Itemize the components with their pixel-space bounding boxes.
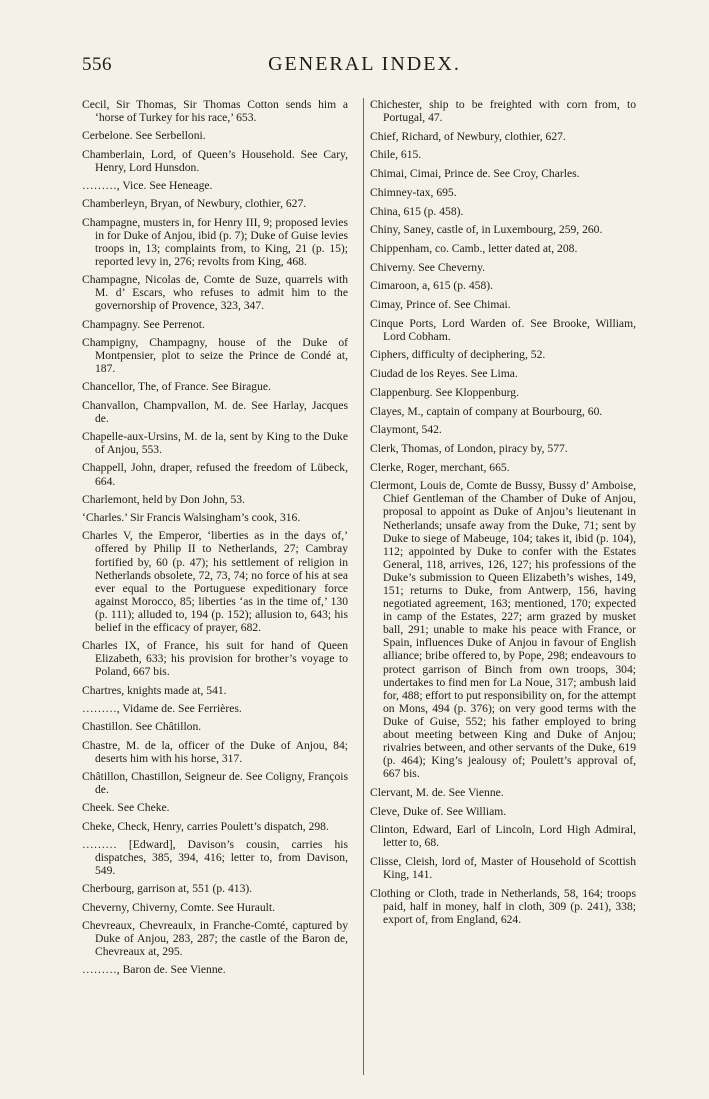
index-entry: Châtillon, Chastillon, Seigneur de. See Coligny, François de. (82, 769, 348, 797)
index-entry: Cimay, Prince of. See Chimai. (370, 297, 511, 311)
index-entry: Clermont, Louis de, Comte de Bussy, Bussy d’ Amboise, Chief Gentleman of the Chamber of Duke of Anjou, proposal to appoint as Duke of Anjou’s lieutenant in Netherlands; unsafe away from the Duke, 71; sent by Duke to siege of Mabeuge, 104; takes it, ibid (p. 104), 112; appointed by Duke to confer with the Estates General, 118, arrives, 126, 127; his professions of the Duke’s submission to Queen Elizabeth’s wishes, 149, 151; returns to Duke, from Antwerp, 156, having negotiated agreement, 163; mentioned, 170; expected in camp of the Estates, 227; arm grazed by musket ball, 291; unable to make his peace with France, or Spain, influences Duke of Anjou in favour of English alliance; bribe offered to, by Pope, 298; endeavours to protect garrison of Binch from own troops, 304; undertakes to find men for La Noue, 317; ambush laid for, 488; effort to put responsibility on, for the attempt on Mons, 494 (p. 376); on very good terms with the Duke of Guise, 552; his father employed to bring about meeting between King and Duke of Anjou; rivalries between, and other servants of the Duke, 619 (p. 464); King’s jealousy of; Poulett’s approval of, 667 bis. (370, 479, 636, 781)
index-entry: Clinton, Edward, Earl of Lincoln, Lord High Admiral, letter to, 68. (370, 823, 636, 850)
index-entry: Cecil, Sir Thomas, Sir Thomas Cotton sends him a ‘horse of Turkey for his race,’ 653. (82, 98, 348, 125)
index-entry: Cheverny, Chiverny, Comte. See Hurault. (82, 900, 275, 914)
index-entry: Cheke, Check, Henry, carries Poulett’s dispatch, 298. (82, 819, 329, 833)
index-entry: ……… [Edward], Davison’s cousin, carries his dispatches, 385, 394, 416; letter to, from Davison, 549. (82, 837, 348, 878)
index-entry: Champagne, Nicolas de, Comte de Suze, quarrels with M. d’ Escars, who refuses to admit him to the governorship of Provence, 323, 347. (82, 273, 348, 313)
index-entry: Chamberlain, Lord, of Queen’s Household. See Cary, Henry, Lord Hunsdon. (82, 147, 348, 174)
index-entry: Chanvallon, Champvallon, M. de. See Harlay, Jacques de. (82, 398, 348, 425)
index-entry: Cleve, Duke of. See William. (370, 804, 507, 818)
index-entry: Chile, 615. (370, 148, 422, 162)
index-entry: Chichester, ship to be freighted with corn from, to Portugal, 47. (370, 98, 636, 125)
index-entry: ………, Baron de. See Vienne. (82, 963, 226, 977)
index-entry: ‘Charles.’ Sir Francis Walsingham’s cook, 316. (82, 511, 301, 525)
index-entry: Chevreaux, Chevreaulx, in Franche-Comté, captured by Duke of Anjou, 283, 287; the castle of the Baron de, Chevreaux at, 295. (82, 918, 348, 959)
index-entry: Cherbourg, garrison at, 551 (p. 413). (82, 882, 253, 896)
index-entry: Chartres, knights made at, 541. (82, 683, 227, 697)
index-entry: Clerk, Thomas, of London, piracy by, 577. (370, 441, 568, 455)
index-entry: ………, Vidame de. See Ferrières. (82, 702, 242, 716)
index-entry: China, 615 (p. 458). (370, 204, 464, 218)
running-title: GENERAL INDEX. (268, 53, 461, 75)
index-entry: Ciphers, difficulty of deciphering, 52. (370, 348, 546, 362)
index-entry: Chiverny. See Cheverny. (370, 260, 486, 274)
index-entry: ………, Vice. See Heneage. (82, 179, 213, 193)
index-entry: Champagny. See Perrenot. (82, 317, 205, 331)
index-entry: Chimai, Cimai, Prince de. See Croy, Charles. (370, 167, 580, 181)
index-entry: Chief, Richard, of Newbury, clothier, 627. (370, 129, 566, 143)
index-entry: Chapelle-aux-Ursins, M. de la, sent by King to the Duke of Anjou, 553. (82, 430, 348, 457)
left-column (82, 98, 348, 982)
index-entry: Champagne, musters in, for Henry III, 9; proposed levies in for Duke of Anjou, ibid (p. 7); Duke of Guise levies troops in, 13; complaints from, to King, 21 (p. 15); reported levy in, 276; revolts from King, 468. (82, 215, 348, 268)
index-entry: Chippenham, co. Camb., letter dated at, 208. (370, 241, 578, 255)
index-entry: Clayes, M., captain of company at Bourbourg, 60. (370, 404, 603, 418)
index-columns (82, 98, 650, 1083)
page-header (82, 50, 647, 84)
index-entry: Cimaroon, a, 615 (p. 458). (370, 279, 494, 293)
index-entry: Clappenburg. See Kloppenburg. (370, 385, 519, 399)
column-divider (363, 98, 364, 1075)
page-number: 556 (82, 54, 112, 75)
index-entry: Chancellor, The, of France. See Birague. (82, 380, 271, 394)
index-entry: Ciudad de los Reyes. See Lima. (370, 367, 518, 381)
index-entry: Chastre, M. de la, officer of the Duke of Anjou, 84; deserts him with his horse, 317. (82, 738, 348, 765)
index-entry: Chastillon. See Châtillon. (82, 720, 202, 734)
index-entry: Chamberleyn, Bryan, of Newbury, clothier, 627. (82, 197, 307, 211)
index-entry: Champigny, Champagny, house of the Duke of Montpensier, plot to seize the Prince de Condé at, 187. (82, 335, 348, 376)
index-entry: Cheek. See Cheke. (82, 801, 170, 815)
index-entry: Charlemont, held by Don John, 53. (82, 492, 245, 506)
right-column (370, 98, 636, 932)
index-entry: Chiny, Saney, castle of, in Luxembourg, 259, 260. (370, 223, 603, 237)
index-entry: Charles V, the Emperor, ‘liberties as in the days of,’ offered by Philip II to Netherlands, 27; Cambray fortified by, 60 (p. 47); his settlement of religion in Netherlands obsolete, 72, 73, 74; no force of his at sea ever equal to the Portuguese expeditionary force against Morocco, 85; liberties ‘as in the time of,’ 130 (p. 111); alluded to, 194 (p. 152); allusion to, 643; his belief in the efficacy of prayer, 682. (82, 529, 348, 634)
index-entry: Clisse, Cleish, lord of, Master of Household of Scottish King, 141. (370, 855, 636, 882)
index-entry: Chimney-tax, 695. (370, 185, 457, 199)
index-entry: Charles IX, of France, his suit for hand of Queen Elizabeth, 633; his provision for brother’s voyage to Poland, 667 bis. (82, 639, 348, 679)
index-entry: Chappell, John, draper, refused the freedom of Lübeck, 664. (82, 461, 348, 488)
index-entry: Clothing or Cloth, trade in Netherlands, 58, 164; troops paid, half in money, half in cloth, 309 (p. 241), 338; export of, from England, 624. (370, 886, 636, 927)
index-entry: Clervant, M. de. See Vienne. (370, 786, 504, 799)
index-entry: Claymont, 542. (370, 423, 442, 437)
index-entry: Clerke, Roger, merchant, 665. (370, 460, 510, 474)
index-entry: Cinque Ports, Lord Warden of. See Brooke, William, Lord Cobham. (370, 316, 636, 343)
index-entry: Cerbelone. See Serbelloni. (82, 129, 206, 143)
